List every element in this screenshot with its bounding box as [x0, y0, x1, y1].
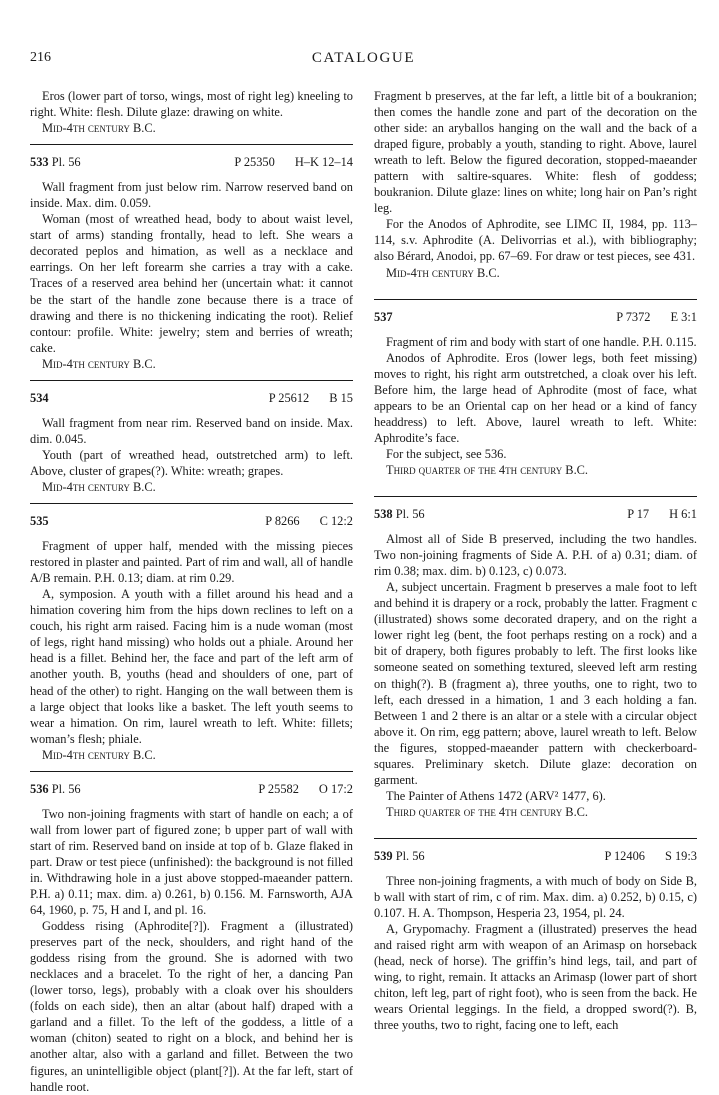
entry-536-description: Two non-joining fragments with start of handle on each; a of wall from lower part of figured zone; b upper part of wall with start of rim. Reserved band on inside at top of b. Glaze flaked in part. Draw or test piece (unfinished): the background is not filled in. Withdrawing hole in a just above stopped-maeander pattern. P.H. a) 0.11; max. dim. a) 0.261, b) 0.156. M. Farnsworth, AJA 64, 1960, p. 75, H and I, and pl. 16. — [30, 806, 353, 918]
inventory-number: P 12406 — [604, 848, 645, 863]
entry-535-description: Fragment of upper half, mended with the missing pieces restored in plaster and painted. Part of rim and wall, all of handle A/B remain. P.H. 0.13; diam. at rim 0.29. — [30, 539, 353, 586]
entry-538-text: A, subject uncertain. Fragment b preserves a male foot to left and behind it is drapery or a rock, probably the latter. Fragment c (illustrated) shows some decorated drapery, and on the right a lower right leg (bent, the foot perhaps resting on a rock) and a bit of drapery, both figures probably to left. The first looks like someone seated on something textured, sleeved left arm resting on thigh(?). B (fragment a), three youths, one to right, two to left, each dressed in a himation, 1 and 3 each holding a fan. Between 1 and 2 there is an altar or a stele with a circular object above it. On rim, egg pattern; above, laurel wreath to left. Below the figures, stopped-maeander pattern with checkerboard-squares. Preliminary sketch. Dilute glaze: decoration on garment. — [374, 580, 697, 787]
page-header — [30, 50, 697, 74]
entry-number: 536 — [30, 781, 49, 796]
entry-divider — [30, 771, 353, 772]
entry-divider — [30, 503, 353, 504]
inventory-number: P 7372 — [616, 309, 651, 324]
entry-534-date: Mid-4th century B.C. — [42, 479, 156, 494]
deposit-location: C 12:2 — [319, 514, 353, 529]
entry-divider — [30, 144, 353, 145]
entry-533-description: Wall fragment from just below rim. Narrow reserved band on inside. Max. dim. 0.059. — [30, 180, 353, 211]
left-column — [30, 88, 353, 1095]
entry-intro-date: Mid-4th century B.C. — [42, 121, 156, 136]
entry-number: 539 — [374, 848, 393, 863]
deposit-location: H–K 12–14 — [294, 155, 353, 170]
entry-divider — [374, 496, 697, 497]
entry-number: 533 — [30, 155, 49, 170]
entry-536-date: Mid-4th century B.C. — [386, 265, 500, 280]
deposit-location: S 19:3 — [664, 848, 697, 863]
inventory-number: P 25582 — [258, 781, 299, 796]
entry-536-text: Goddess rising (Aphrodite[?]). Fragment a (illustrated) preserves part of the neck, shoulders, and right hand of the goddess rising from the ground. She is adorned with two necklaces and a bracelet. To the right of her, a dancing Pan (lower torso, legs), probably with a cloak over his shoulders (folds on each side), then an altar (about half) draped with a garland and a fillet. To the left of the goddess, a little of a woman (chiton) seated to right on a block, and behind her is another altar, also with a garland and fillet. Between the two figures, an unintelligible object (plant[?]). At the far left, start of handle root. — [30, 919, 353, 1094]
entry-538-heading — [374, 506, 697, 531]
entry-537-description: Fragment of rim and body with start of one handle. P.H. 0.115. — [386, 334, 697, 349]
inventory-number: P 25350 — [234, 155, 275, 170]
entry-538-date: Third quarter of the 4th century B.C. — [386, 804, 589, 819]
entry-539-heading — [374, 848, 697, 873]
entry-536-heading — [30, 781, 353, 806]
deposit-location: O 17:2 — [318, 781, 353, 796]
deposit-location: E 3:1 — [670, 309, 697, 324]
entry-divider — [374, 838, 697, 839]
entry-538-painter: The Painter of Athens 1472 (ARV² 1477, 6). — [386, 788, 606, 803]
plate-ref: Pl. 56 — [395, 507, 425, 522]
entry-535-text: A, symposion. A youth with a fillet around his head and a himation covering him from the hips down reclines to left on a couch, his right arm raised. Facing him is a nude woman (most of legs, right hand missing) who holds out a phiale. Around her head is a fillet. Behind her, the face and part of the left arm of another youth. B, youths (head and shoulders of one, part of head of the other) to right. Hanging on the wall between them is a large object that looks like a basket. The left youth seems to wear a himation. On rim, laurel wreath to left. White: fillets; woman’s flesh; phiale. — [30, 587, 353, 746]
plate-ref: Pl. 56 — [395, 848, 425, 863]
entry-534-heading — [30, 390, 353, 415]
entry-number: 534 — [30, 390, 49, 405]
right-column — [374, 88, 697, 1033]
entry-536-literature: For the Anodos of Aphrodite, see LIMC II, 1984, pp. 113–114, s.v. Aphrodite (A. Delivorrias et al.), with bibliography; also Bérard, Anodoi, pp. 67–69. For draw or test pieces, see 431. — [374, 217, 697, 264]
deposit-location: H 6:1 — [669, 507, 697, 522]
entry-intro-text: Eros (lower part of torso, wings, most of right leg) kneeling to right. White: flesh. Dilute glaze: drawing on white. — [30, 89, 353, 120]
entry-539-text: A, Grypomachy. Fragment a (illustrated) preserves the head and raised right arm with weapon of an Arimasp on horseback (head, neck of horse). The griffin’s hind legs, tail, and part of wing, to right, remain. It attacks an Arimasp (lower part of short chiton, left leg, part of right foot), who is seen from the back. He wears Oriental leggings. In the field, a dropped sword(?). B, three youths, two to right, facing one to left, each — [374, 922, 697, 1033]
entry-537-date: Third quarter of the 4th century B.C. — [386, 462, 589, 477]
entry-537-heading — [374, 309, 697, 334]
inventory-number: P 25612 — [268, 390, 310, 405]
entry-534-text: Youth (part of wreathed head, outstretched arm) to left. Above, cluster of grapes(?). White: wreath; grapes. — [30, 447, 353, 478]
entry-537-text: Anodos of Aphrodite. Eros (lower legs, both feet missing) moves to right, his right arm outstretched, a cloak over his left. Before him, the large head of Aphrodite (most of face, what appears to be an Oriental cap on her head or a kind of fancy headdress) to left. Above, laurel wreath to left. White: Aphrodite’s face. — [374, 350, 697, 445]
inventory-number: P 17 — [627, 507, 650, 522]
entry-533-date: Mid-4th century B.C. — [42, 356, 156, 371]
entry-533-heading — [30, 154, 353, 179]
plate-ref: Pl. 56 — [51, 155, 81, 170]
entry-537-note: For the subject, see 536. — [386, 446, 507, 461]
entry-539-description: Three non-joining fragments, a with much of body on Side B, b wall with start of rim, c of rim. Max. dim. a) 0.252, b) 0.15, c) 0.107. H. A. Thompson, Hesperia 23, 1954, pl. 24. — [374, 873, 697, 921]
plate-ref: Pl. 56 — [51, 781, 81, 796]
entry-535-heading — [30, 513, 353, 538]
entry-533-text: Woman (most of wreathed head, body to about waist level, start of arms) standing frontally, head to left. She wears a decorated peplos and himation, as well as a necklace and earrings. On her left forearm she carries a tray with a cake. Traces of a reserved area behind her (uncertain what: it cannot be the start of the handle zone because there is a trace of drawing and there is no thickening indicating the root). Relief contour: profile. White: jewelry; stem and berries of wreath; cake. — [30, 212, 353, 355]
entry-number: 535 — [30, 514, 49, 529]
entry-number: 537 — [374, 309, 393, 324]
entry-534-description: Wall fragment from near rim. Reserved band on inside. Max. dim. 0.045. — [30, 415, 353, 446]
deposit-location: B 15 — [329, 390, 353, 405]
page-number: 216 — [30, 50, 51, 65]
inventory-number: P 8266 — [265, 514, 300, 529]
entry-536-continued: Fragment b preserves, at the far left, a little bit of a boukranion; then comes the handle zone and part of the decoration on the other side: an aryballos hanging on the wall and the back of a draped figure, probably a youth, standing to right. Above, laurel wreath to left. Below the figured decoration, stopped-maeander pattern with saltire-squares. White: flesh of goddess; boukranion. Dilute glaze: lines on white; long hair on Pan’s right leg. — [374, 89, 697, 216]
running-head: CATALOGUE — [311, 50, 416, 66]
entry-number: 538 — [374, 507, 393, 522]
entry-535-date: Mid-4th century B.C. — [42, 747, 156, 762]
entry-divider — [374, 299, 697, 300]
entry-divider — [30, 380, 353, 381]
entry-538-description: Almost all of Side B preserved, including the two handles. Two non-joining fragments of Side A. P.H. of a) 0.31; diam. of rim 0.38; max. dim. b) 0.123, c) 0.073. — [374, 532, 697, 579]
